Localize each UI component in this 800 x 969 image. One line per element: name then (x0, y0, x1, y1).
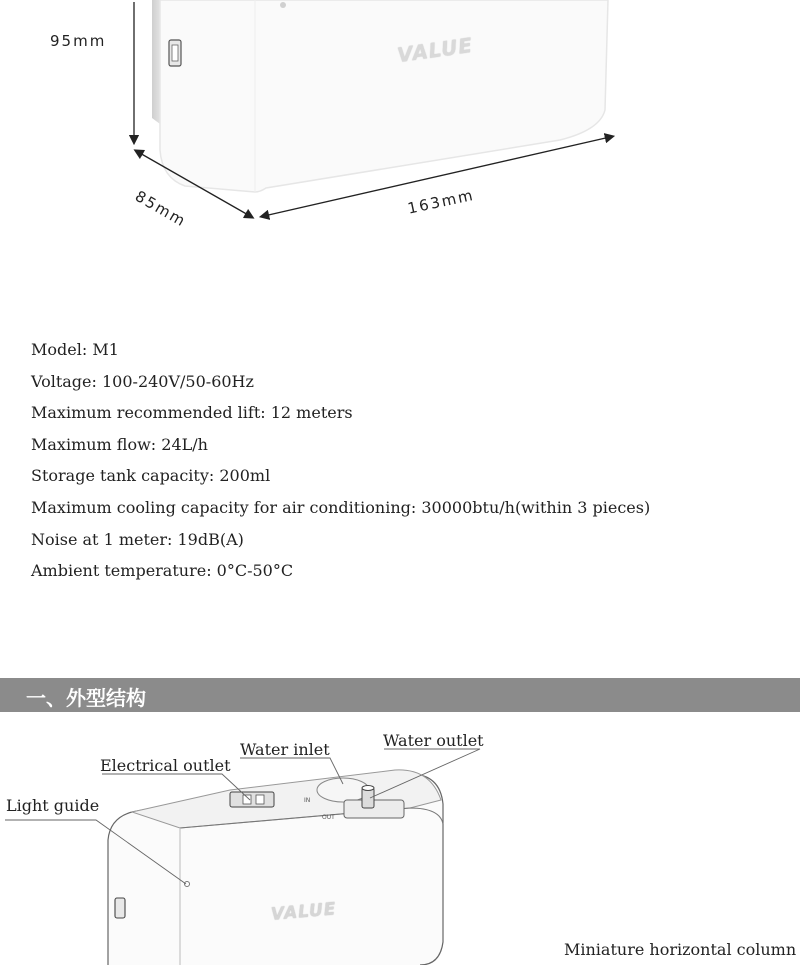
indicator-light (280, 2, 286, 8)
spec-tank-capacity: Storage tank capacity: 200ml (31, 466, 271, 486)
callout-water-outlet: Water outlet (383, 731, 484, 750)
section-header-bar (0, 678, 800, 712)
pump-dimension-drawing (0, 0, 800, 240)
port-label-out: OUT (322, 814, 335, 821)
width-dimension-label: 163mm (406, 185, 477, 218)
spec-flow: Maximum flow: 24L/h (31, 434, 208, 454)
spec-cooling-capacity: Maximum cooling capacity for air conditioning: 30000btu/h(within 3 pieces) (31, 497, 651, 517)
logo-text-top: VALUE (395, 32, 475, 68)
dimension-figure (0, 0, 800, 240)
spec-lift: Maximum recommended lift: 12 meters (31, 403, 353, 423)
spec-model: Model: M1 (31, 340, 119, 359)
device-body (160, 0, 608, 192)
spec-list (31, 334, 650, 587)
callout-light-guide: Light guide (6, 796, 100, 815)
height-dimension-label: 95mm (50, 32, 107, 50)
port-label-in: IN (304, 797, 311, 804)
figure-caption: Miniature horizontal column (564, 940, 797, 959)
spec-voltage: Voltage: 100-240V/50-60Hz (31, 371, 254, 391)
electrical-outlet-icon (230, 792, 274, 807)
callout-electrical-outlet: Electrical outlet (100, 756, 231, 775)
section-title: 一、外型结构 (26, 686, 146, 710)
structure-figure (0, 712, 800, 965)
callout-water-inlet: Water inlet (240, 740, 330, 759)
spec-ambient-temperature: Ambient temperature: 0°C-50°C (31, 561, 294, 581)
depth-dimension-label: 85mm (132, 187, 190, 231)
spec-noise: Noise at 1 meter: 19dB(A) (31, 529, 244, 549)
side-connector-icon (115, 898, 125, 918)
water-inlet-icon (317, 778, 369, 802)
logo-text-bottom: VALUE (270, 899, 338, 925)
